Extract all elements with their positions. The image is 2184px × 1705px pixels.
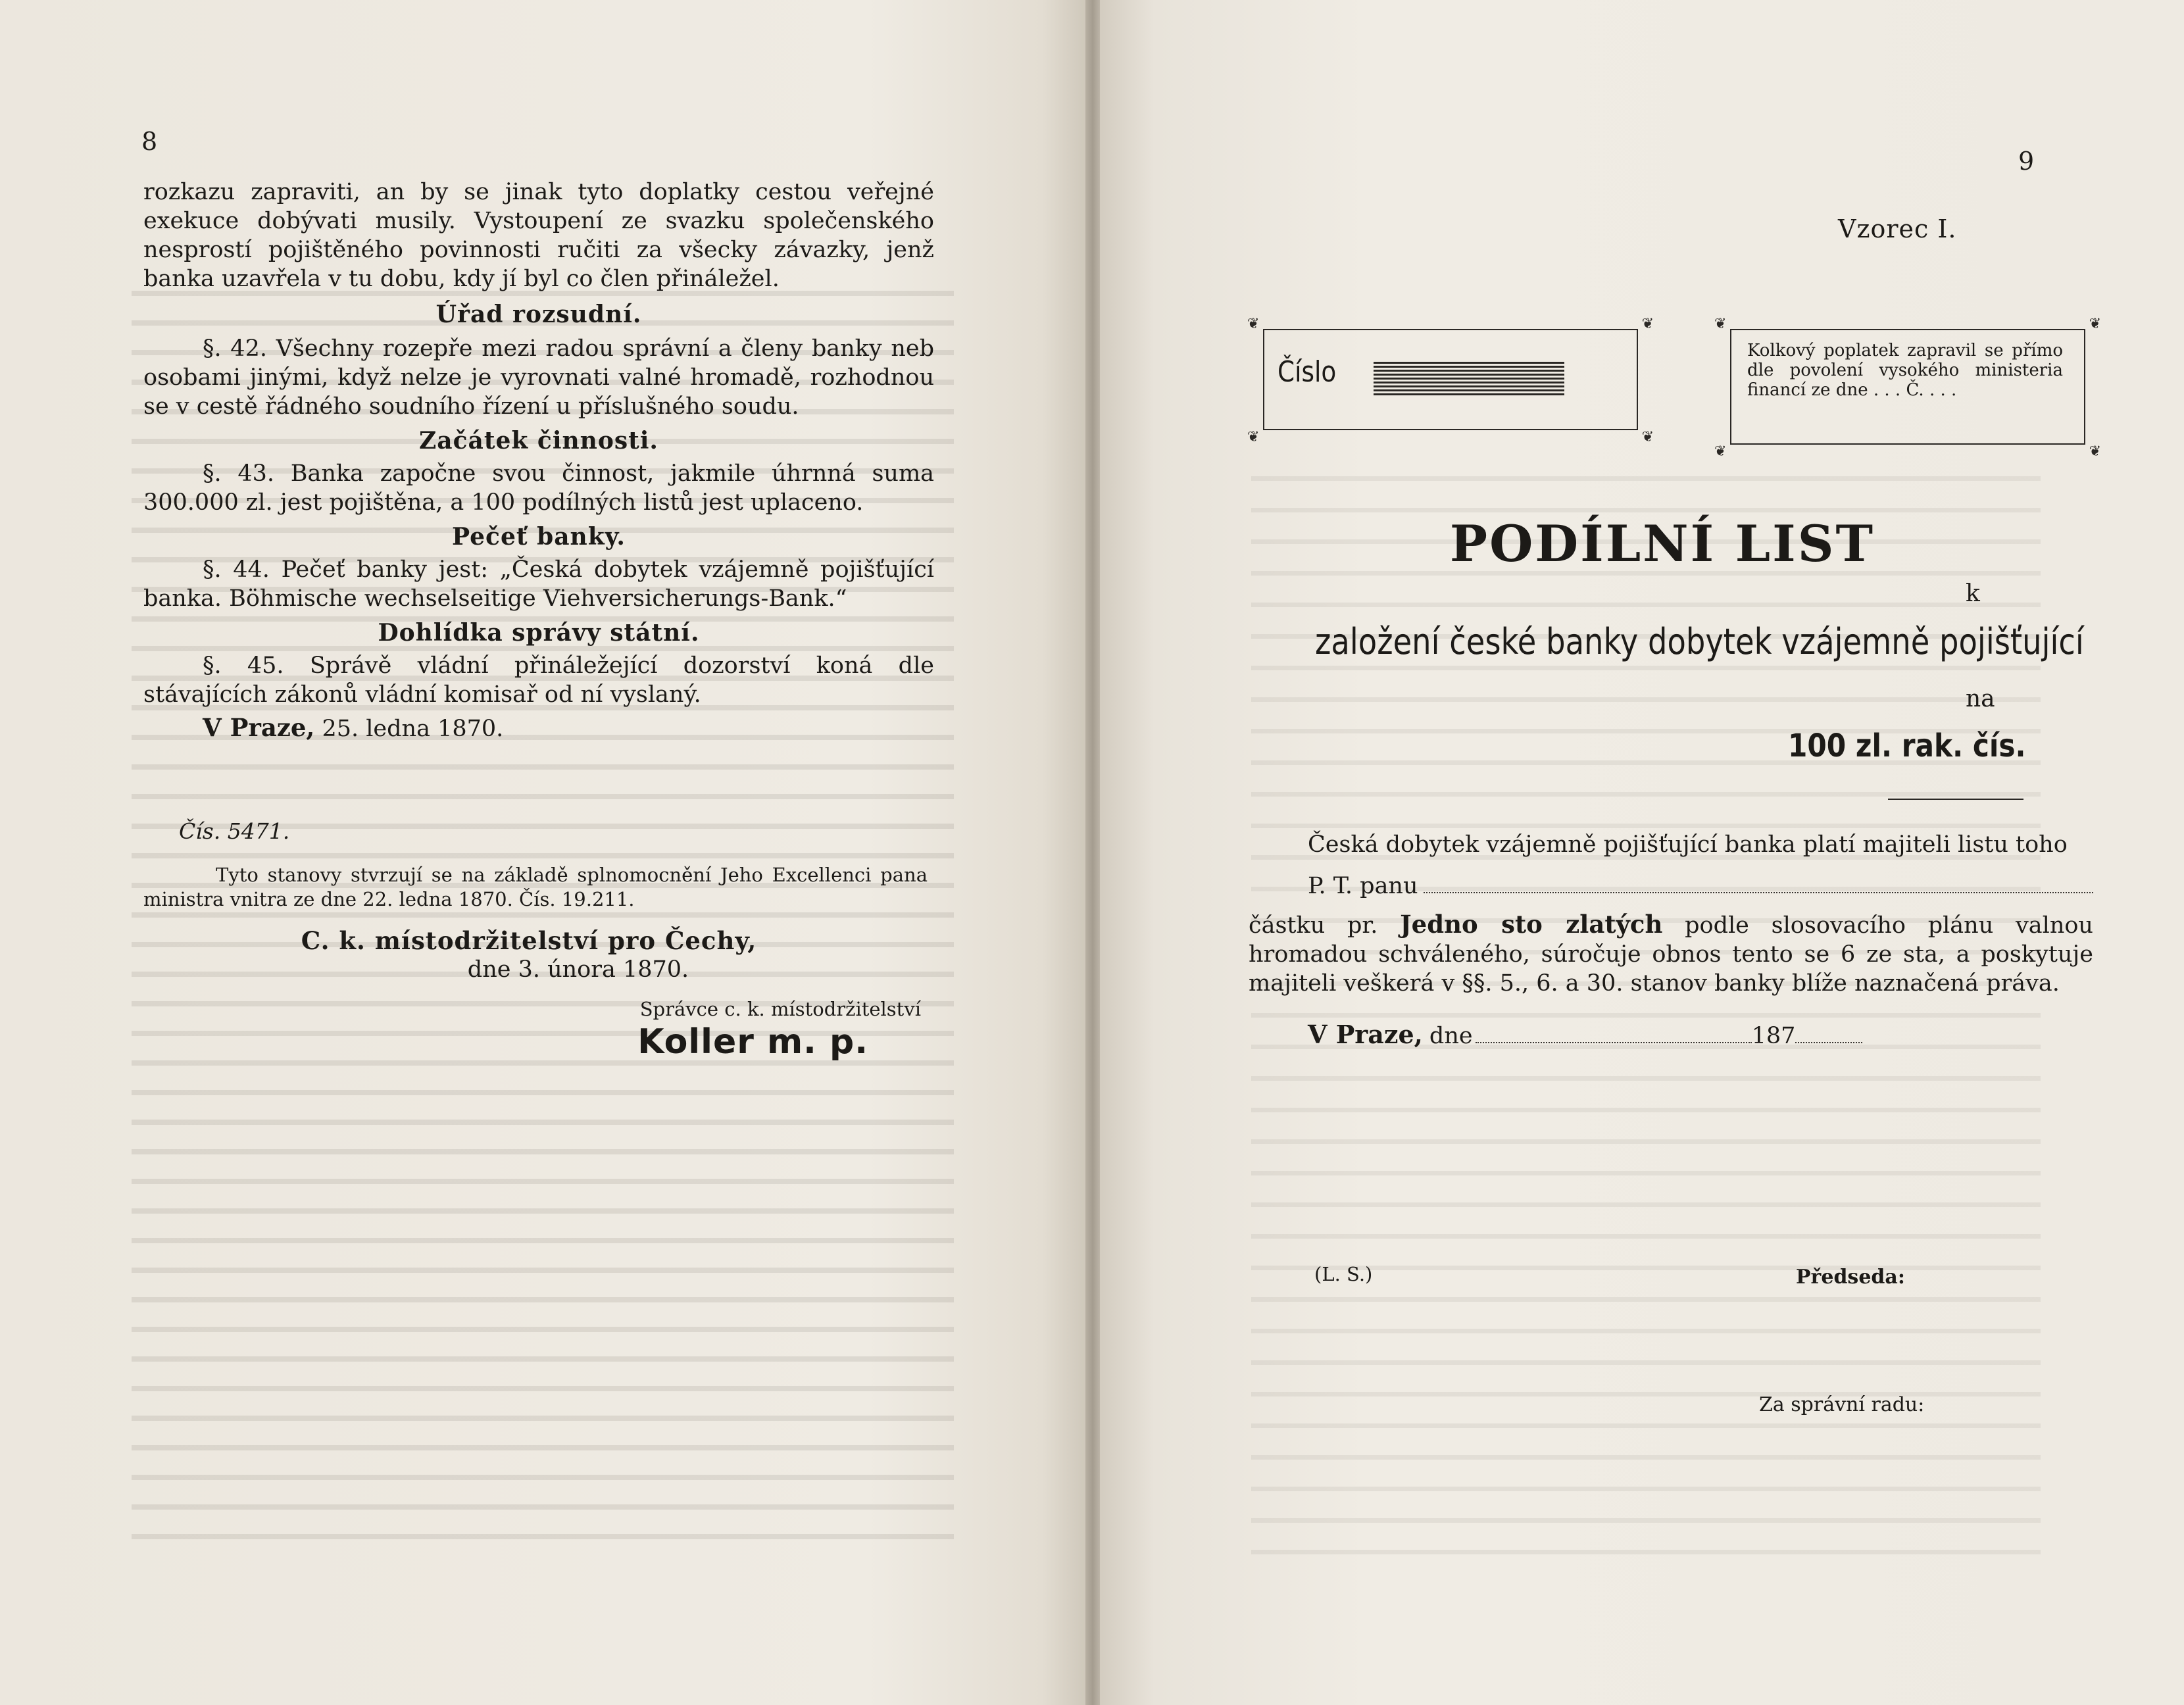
title-k: k: [1966, 580, 1980, 607]
paragraph-44: §. 44. Pečeť banky jest: „Česká dobytek vzájemně pojišťující banka. Böhmische wechselseitige Viehversicherungs-Bank.“: [143, 556, 934, 612]
pt-panu-line: [1249, 870, 2093, 901]
amount-rest: podle slosovacího plánu valnou hromadou schváleného, súročuje obnos tento se 6 ze sta, a poskytuje majiteli veškerá v §§. 5., 6. a 30. stanov banky blíže naznačená práva.: [1249, 912, 2093, 997]
page-number: 9: [2018, 147, 2035, 176]
administrator-title: Správce c. k. místodržitelství: [639, 998, 921, 1020]
date-text: 25. ledna 1870.: [322, 716, 504, 742]
left-text-column: [143, 178, 934, 1062]
issue-date-field[interactable]: [1476, 1022, 1752, 1043]
certificate-subtitle: založení české banky dobytek vzájemně pojišťující: [1315, 621, 2084, 662]
paragraph-43: §. 43. Banka započne svou činnost, jakmile úhrnná suma 300.000 zl. jest pojištěna, a 100 podílných listů jest uplaceno.: [143, 460, 934, 516]
corner-ornament-icon: ❦: [1714, 316, 1727, 332]
body-paragraph-1: Česká dobytek vzájemně pojišťující banka platí majiteli listu toho: [1308, 831, 2068, 858]
body-paragraph-2: [1249, 910, 2093, 998]
recipient-name-field[interactable]: [1424, 870, 2093, 893]
cis-number: Čís. 5471.: [179, 818, 290, 844]
pt-panu-label: P. T. panu: [1308, 873, 1418, 899]
stamp-box-text: Kolkový poplatek zapravil se přímo dle povolení vysokého ministeria financí ze dne . . . Č. . . .: [1747, 341, 2063, 400]
certificate-title: PODÍLNÍ LIST: [1449, 514, 1875, 573]
place-date: [143, 713, 934, 743]
heading-zacatek-cinnosti: Začátek činnosti.: [419, 427, 658, 455]
amount-prefix: částku pr.: [1249, 912, 1378, 939]
heading-dohlidka: Dohlídka správy státní.: [378, 619, 700, 647]
corner-ornament-icon: ❦: [1247, 316, 1260, 332]
place-bold: V Praze,: [203, 713, 315, 742]
signature: Koller m. p.: [637, 1022, 868, 1062]
issue-place-date: [1249, 1020, 2093, 1050]
corner-ornament-icon: ❦: [1247, 429, 1260, 445]
paragraph-42: §. 42. Všechny rozepře mezi radou správní a členy banky neb osobami jinými, když nelze je vyrovnati valné hromadě, rozhodnou se v cestě řádného soudního řízení u příslušného soudu.: [143, 335, 934, 420]
board-signature-label: Za správní radu:: [1759, 1393, 1925, 1416]
right-page: [1100, 0, 2184, 1705]
amount-words: Jedno sto zlatých: [1400, 910, 1663, 939]
page-number: 8: [141, 127, 158, 156]
number-field-hatch: [1374, 362, 1564, 397]
intro-paragraph: rozkazu zapraviti, an by se jinak tyto doplatky cestou veřejné exekuce dobývati musily. Vystoupení ze svazku společenského nesprostí pojištěného povinnosti ručiti za všecky závazky, jenž banka uzavřela v tu dobu, kdy jí byl co člen přináležel.: [143, 179, 934, 292]
certificate-amount: 100 zl. rak. čís.: [1788, 728, 2026, 764]
chairman-signature-label: Předseda:: [1796, 1266, 1905, 1289]
corner-ornament-icon: ❦: [1714, 443, 1727, 460]
issue-place: V Praze,: [1308, 1020, 1423, 1049]
heading-urad-rozsudni: Úřad rozsudní.: [435, 301, 642, 328]
issue-dne: dne: [1429, 1023, 1473, 1049]
issue-year-field[interactable]: [1795, 1022, 1862, 1043]
separator-rule: [1888, 799, 2023, 800]
stamp-box: [1714, 316, 2101, 460]
paragraph-45: §. 45. Správě vládní přináležející dozorství koná dle stávajících zákonů vládní komisař od ní vyslaný.: [143, 653, 934, 708]
corner-ornament-icon: ❦: [2089, 443, 2101, 460]
book-gutter: [1085, 0, 1100, 1705]
heading-pecet-banky: Pečeť banky.: [452, 523, 626, 551]
locus-sigilli: (L. S.): [1314, 1263, 1373, 1285]
authority-date: dne 3. února 1870.: [467, 956, 689, 983]
subtitle-na: na: [1966, 685, 1995, 712]
issue-year: 187: [1751, 1023, 1796, 1049]
corner-ornament-icon: ❦: [1641, 316, 1654, 332]
confirmation-text: Tyto stanovy stvrzují se na základě splnomocnění Jeho Excellenci pana ministra vnitra ze dne 22. ledna 1870. Čís. 19.211.: [143, 864, 928, 910]
number-box-label: Číslo: [1278, 355, 1337, 389]
form-label: Vzorec I.: [1838, 214, 1957, 243]
authority-name: C. k. místodržitelství pro Čechy,: [301, 926, 757, 955]
corner-ornament-icon: ❦: [2089, 316, 2101, 332]
number-box: [1247, 316, 1654, 445]
certificate-body: [1249, 830, 2093, 1050]
left-page: [0, 0, 1085, 1705]
corner-ornament-icon: ❦: [1641, 429, 1654, 445]
